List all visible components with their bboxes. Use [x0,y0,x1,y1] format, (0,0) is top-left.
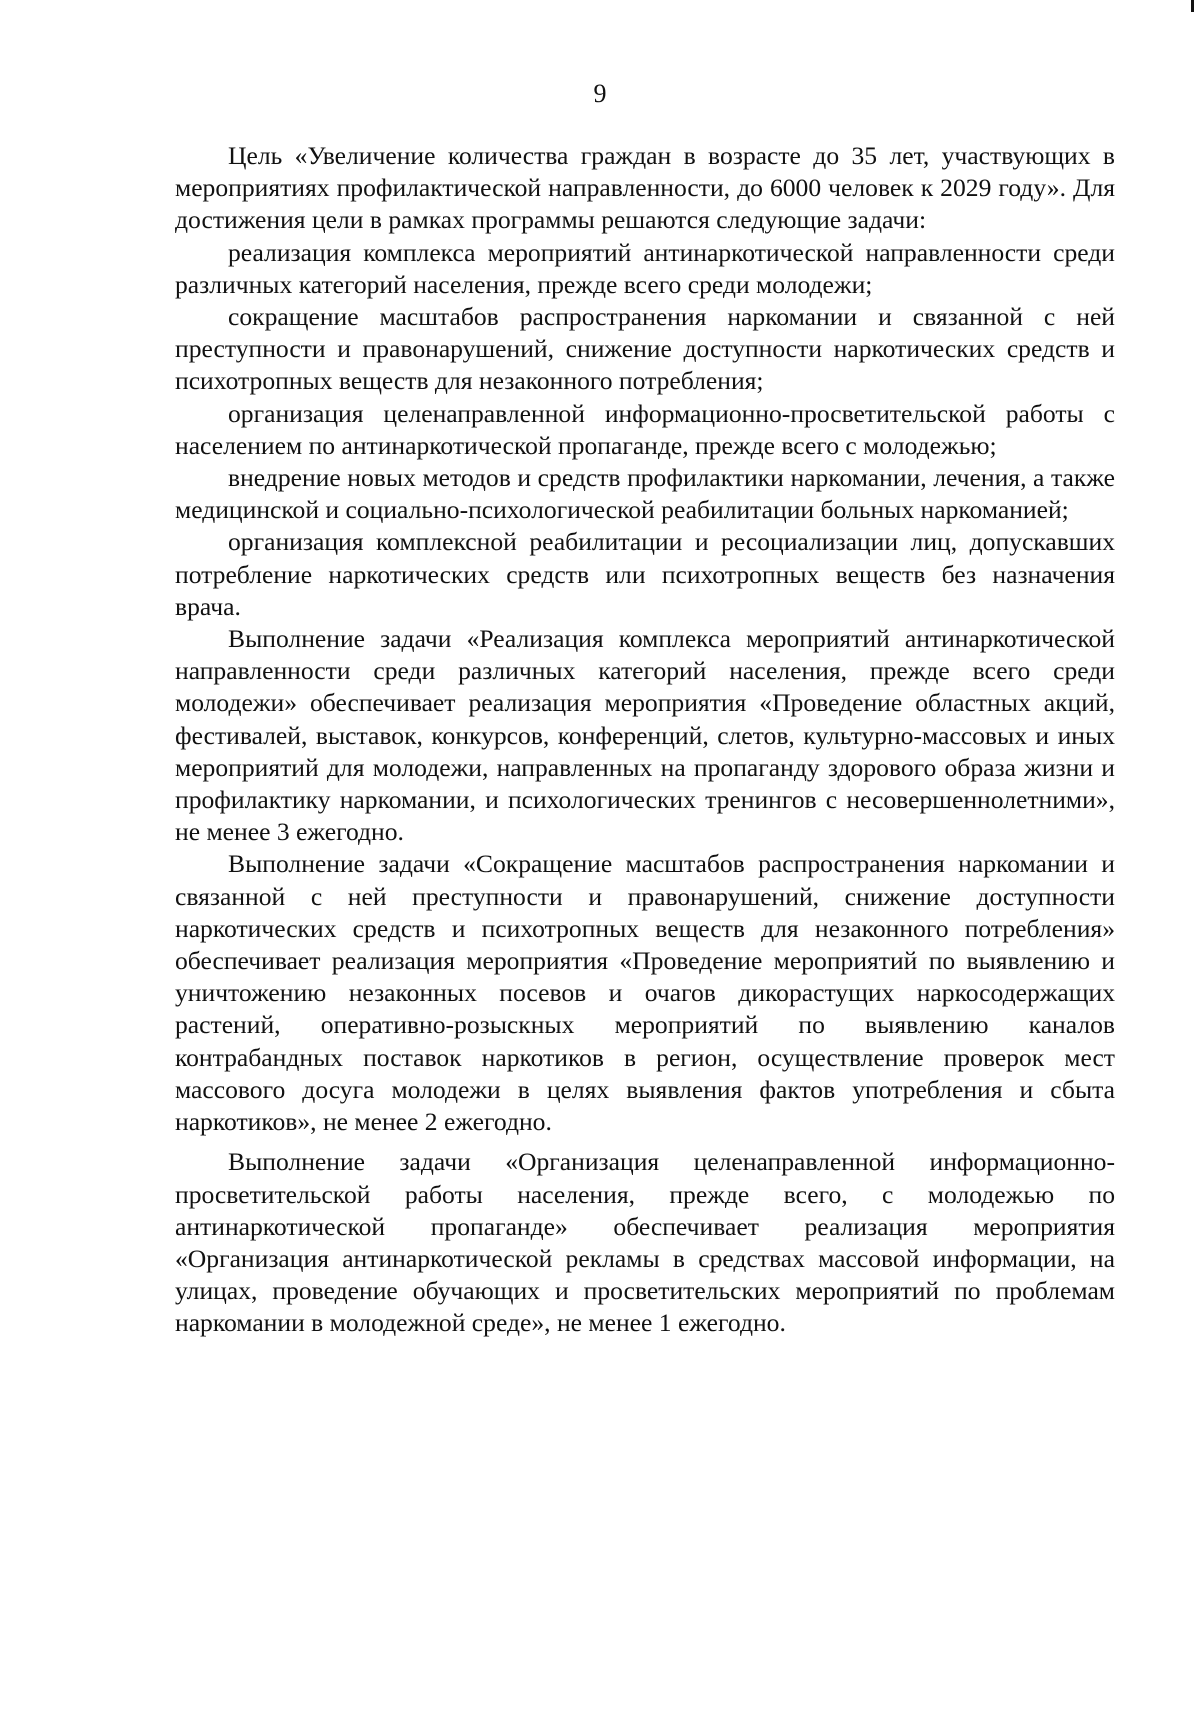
paragraph-task-3: организация целенаправленной информационно-просветительской работы с населением по антинаркотической пропаганде, прежде всего с молодежью; [175,398,1115,460]
paragraph-task-5: организация комплексной реабилитации и ресоциализации лиц, допускавших потребление наркотических средств или психотропных веществ без назначения врача. [175,527,1115,621]
paragraph-task-2: сокращение масштабов распространения наркомании и связанной с ней преступности и правонарушений, снижение доступности наркотических средств и психотропных веществ для незаконного потребления; [175,302,1115,396]
paragraph-goal: Цель «Увеличение количества граждан в возрасте до 35 лет, участвующих в мероприятиях профилактической направленности, до 6000 человек к 2029 году». Для достижения цели в рамках программы решаются следующие задачи: [175,141,1115,235]
paragraph-task-2-execution: Выполнение задачи «Сокращение масштабов распространения наркомании и связанной с ней преступности и правонарушений, снижение доступности наркотических средств и психотропных веществ для незаконного потребления» обеспечивает реализация мероприятия «Проведение мероприятий по выявлению и уничтожению незаконных посевов и очагов дикорастущих наркосодержащих растений, оперативно-розыскных мероприятий по выявлению каналов контрабандных поставок наркотиков в регион, осуществление проверок мест массового досуга молодежи в целях выявления фактов употребления и сбыта наркотиков», не менее 2 ежегодно. [175,849,1115,1137]
page-number: 9 [593,79,607,108]
paragraph-task-1-execution: Выполнение задачи «Реализация комплекса мероприятий антинаркотической направленности среди различных категорий населения, прежде всего среди молодежи» обеспечивает реализация мероприятия «Проведение областных акций, фестивалей, выставок, конкурсов, конференций, слетов, культурно-массовых и иных мероприятий для молодежи, направленных на пропаганду здорового образа жизни и профилактику наркомании, и психологических тренингов с несовершеннолетними», не менее 3 ежегодно. [175,624,1115,847]
paragraph-task-4: внедрение новых методов и средств профилактики наркомании, лечения, а также медицинской и социально-психологической реабилитации больных наркоманией; [175,463,1115,525]
paragraph-task-1: реализация комплекса мероприятий антинаркотической направленности среди различных категорий населения, прежде всего среди молодежи; [175,237,1115,299]
scan-edge-mark [1191,0,1194,12]
paragraph-task-3-execution: Выполнение задачи «Организация целенаправленной информационно-просветительской работы населения, прежде всего, с молодежью по антинаркотической пропаганде» обеспечивает реализация мероприятия «Организация антинаркотической рекламы в средствах массовой информации, на улицах, проведение обучающих и просветительских мероприятий по проблемам наркомании в молодежной среде», не менее 1 ежегодно. [175,1147,1115,1338]
body-text [175,140,1115,1340]
